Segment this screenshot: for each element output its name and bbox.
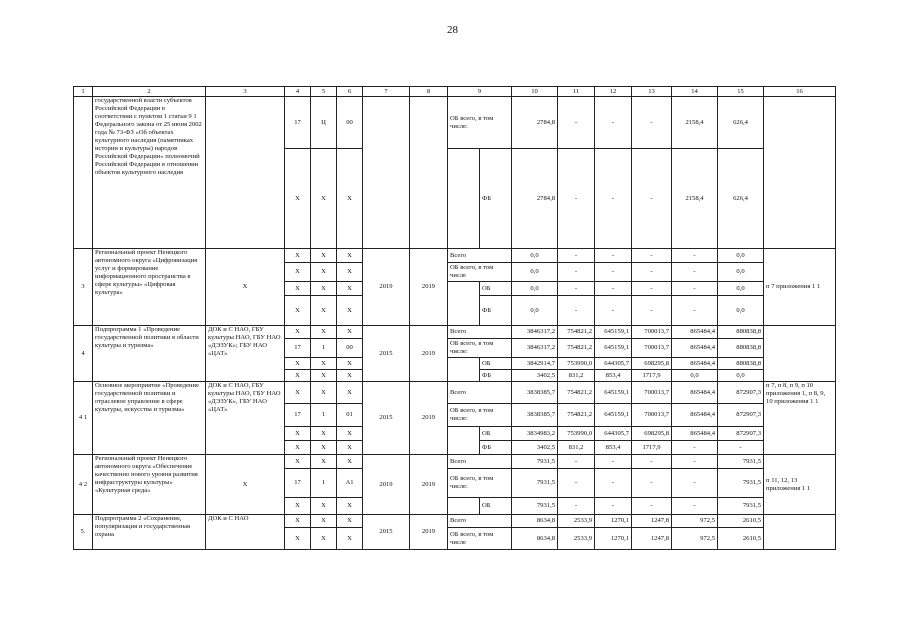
code-cell: X xyxy=(337,441,363,455)
amount-cell: 972,5 xyxy=(672,515,718,528)
code-cell: X xyxy=(311,282,337,296)
source-cell: Всего xyxy=(448,382,512,404)
code-cell: Ц xyxy=(311,97,337,149)
amount-cell: 700013,7 xyxy=(632,404,672,427)
code-cell: X xyxy=(285,382,311,404)
code-cell: X xyxy=(337,296,363,326)
col-header: 9 xyxy=(448,87,512,97)
source-cell: Всего xyxy=(448,455,512,469)
year-start: 2019 xyxy=(363,249,410,326)
measure-name: Региональный проект Ненецкого автономного округа «Цифровизация услуг и формирование информационного пространства в сфере культуры» «Цифровая культура» xyxy=(93,249,206,326)
amount-cell: - xyxy=(672,441,718,455)
amount-cell: - xyxy=(558,249,595,263)
amount-cell: 0,0 xyxy=(718,282,764,296)
amount-cell: - xyxy=(595,149,632,249)
code-cell: X xyxy=(285,282,311,296)
code-cell: X xyxy=(285,370,311,382)
source-cell: ОБ xyxy=(480,498,512,515)
amount-cell: 645159,1 xyxy=(595,404,632,427)
source-indent xyxy=(448,149,480,249)
source-cell: ОБ всего, в том числе: xyxy=(448,339,512,358)
amount-cell: 2784,8 xyxy=(512,149,558,249)
amount-cell: - xyxy=(595,455,632,469)
budget-table xyxy=(73,86,836,550)
code-cell: X xyxy=(285,498,311,515)
amount-cell: 698295,8 xyxy=(632,358,672,370)
amount-cell: 0,0 xyxy=(718,370,764,382)
code-cell: X xyxy=(337,382,363,404)
source-cell: ОБ всего, в том числе xyxy=(448,263,512,282)
code-cell: 1 xyxy=(311,339,337,358)
code-cell: X xyxy=(285,326,311,339)
source-cell: Всего xyxy=(448,249,512,263)
note-cell xyxy=(764,97,836,249)
amount-cell: - xyxy=(672,455,718,469)
year-start: 2015 xyxy=(363,515,410,550)
code-cell: X xyxy=(337,498,363,515)
amount-cell: 7931,5 xyxy=(512,498,558,515)
code-cell: X xyxy=(337,455,363,469)
amount-cell: 7931,5 xyxy=(718,455,764,469)
code-cell: 17 xyxy=(285,404,311,427)
amount-cell: 972,5 xyxy=(672,528,718,550)
source-cell: ОБ всего, в том числе: xyxy=(448,97,512,149)
code-cell: X xyxy=(337,358,363,370)
amount-cell: 644305,7 xyxy=(595,427,632,441)
col-header: 7 xyxy=(363,87,410,97)
amount-cell: 7931,5 xyxy=(512,469,558,498)
note-cell: п 7, п 8, п 9, п 10 приложения 1, п 8, 9, 10 приложения 1 1 xyxy=(764,382,836,455)
code-cell: X xyxy=(311,441,337,455)
code-cell: X xyxy=(311,263,337,282)
amount-cell: - xyxy=(672,469,718,498)
amount-cell: 865484,4 xyxy=(672,427,718,441)
col-header: 5 xyxy=(311,87,337,97)
amount-cell: - xyxy=(632,263,672,282)
table-row xyxy=(74,326,836,339)
amount-cell: - xyxy=(595,498,632,515)
code-cell: X xyxy=(285,528,311,550)
col-header: 4 xyxy=(285,87,311,97)
code-cell: X xyxy=(337,370,363,382)
amount-cell: - xyxy=(672,249,718,263)
table-row xyxy=(74,382,836,404)
note-cell: п 11, 12, 13 приложения 1 1 xyxy=(764,455,836,515)
amount-cell: 2784,8 xyxy=(512,97,558,149)
code-cell: A1 xyxy=(337,469,363,498)
amount-cell: 853,4 xyxy=(595,441,632,455)
amount-cell: 8634,8 xyxy=(512,515,558,528)
amount-cell: 626,4 xyxy=(718,97,764,149)
code-cell: X xyxy=(337,282,363,296)
amount-cell: 7931,5 xyxy=(512,455,558,469)
code-cell: X xyxy=(311,326,337,339)
code-cell: X xyxy=(311,498,337,515)
amount-cell: - xyxy=(558,296,595,326)
amount-cell: 1717,9 xyxy=(632,370,672,382)
measure-name: Основное мероприятие «Проведение государственной политики и отраслевое управление в сфере культуры, искусства и туризма» xyxy=(93,382,206,455)
amount-cell: 831,2 xyxy=(558,370,595,382)
amount-cell: - xyxy=(672,263,718,282)
source-cell: ОБ xyxy=(480,358,512,370)
amount-cell: 880838,8 xyxy=(718,358,764,370)
code-cell: X xyxy=(311,370,337,382)
amount-cell: 865484,4 xyxy=(672,382,718,404)
year-start: 2015 xyxy=(363,326,410,382)
amount-cell: 753990,0 xyxy=(558,358,595,370)
code-cell: X xyxy=(311,149,337,249)
source-indent xyxy=(448,358,480,382)
source-cell: ОБ всего, в том числе: xyxy=(448,469,512,498)
amount-cell: - xyxy=(595,263,632,282)
executor: ДОК и С НАО, ГБУ культуры НАО, ГБУ НАО «ДЭЗУК», ГБУ НАО «ЦАТ» xyxy=(206,382,285,455)
amount-cell: - xyxy=(632,97,672,149)
code-cell: 00 xyxy=(337,339,363,358)
amount-cell: - xyxy=(595,97,632,149)
amount-cell: 2533,9 xyxy=(558,528,595,550)
code-cell: X xyxy=(285,263,311,282)
amount-cell: - xyxy=(558,149,595,249)
col-header: 8 xyxy=(410,87,448,97)
note-cell xyxy=(764,326,836,382)
code-cell: X xyxy=(337,249,363,263)
year-end: 2019 xyxy=(410,249,448,326)
col-header: 1 xyxy=(74,87,93,97)
source-cell: ОБ всего, в том числе: xyxy=(448,404,512,427)
amount-cell: - xyxy=(672,498,718,515)
code-cell: X xyxy=(285,358,311,370)
amount-cell: - xyxy=(595,282,632,296)
source-cell: ФБ xyxy=(480,296,512,326)
year-end xyxy=(410,97,448,249)
code-cell: X xyxy=(311,528,337,550)
amount-cell: 1247,8 xyxy=(632,515,672,528)
amount-cell: - xyxy=(595,296,632,326)
code-cell: X xyxy=(311,249,337,263)
source-cell: ОБ xyxy=(480,427,512,441)
year-start: 2019 xyxy=(363,455,410,515)
measure-name: Региональный проект Ненецкого автономного округа «Обеспечение качественно нового уровня развития инфраструктуры культуры» «Культурная среда» xyxy=(93,455,206,515)
code-cell: 00 xyxy=(337,97,363,149)
note-cell xyxy=(764,515,836,550)
row-number: 3 xyxy=(74,249,93,326)
amount-cell: 853,4 xyxy=(595,370,632,382)
source-indent xyxy=(448,498,480,515)
amount-cell: 865484,4 xyxy=(672,358,718,370)
source-cell: ОБ всего, в том числе xyxy=(448,528,512,550)
code-cell: X xyxy=(311,296,337,326)
amount-cell: 700013,7 xyxy=(632,339,672,358)
col-header: 13 xyxy=(632,87,672,97)
amount-cell: 2158,4 xyxy=(672,97,718,149)
row-number: 5. xyxy=(74,515,93,550)
source-indent xyxy=(448,282,480,326)
amount-cell: 754821,2 xyxy=(558,339,595,358)
amount-cell: - xyxy=(632,282,672,296)
code-cell: X xyxy=(337,263,363,282)
col-header: 12 xyxy=(595,87,632,97)
amount-cell: 644305,7 xyxy=(595,358,632,370)
amount-cell: 754821,2 xyxy=(558,382,595,404)
amount-cell: 0,0 xyxy=(672,370,718,382)
amount-cell: - xyxy=(632,249,672,263)
amount-cell: - xyxy=(558,455,595,469)
amount-cell: 2610,5 xyxy=(718,528,764,550)
measure-name: Подпрограмма 1 «Проведение государственной политики в области культуры и туризма» xyxy=(93,326,206,382)
amount-cell: 3838385,7 xyxy=(512,404,558,427)
year-end: 2019 xyxy=(410,515,448,550)
code-cell: X xyxy=(285,249,311,263)
code-cell: X xyxy=(311,382,337,404)
source-cell: ФБ xyxy=(480,370,512,382)
table-row xyxy=(74,97,836,149)
amount-cell: 8634,8 xyxy=(512,528,558,550)
amount-cell: 2533,9 xyxy=(558,515,595,528)
amount-cell: 7931,5 xyxy=(718,469,764,498)
amount-cell: - xyxy=(595,249,632,263)
header-row xyxy=(74,87,836,97)
code-cell: X xyxy=(285,427,311,441)
row-number: 4 2 xyxy=(74,455,93,515)
amount-cell: - xyxy=(632,149,672,249)
year-end: 2019 xyxy=(410,326,448,382)
amount-cell: 7931,5 xyxy=(718,498,764,515)
source-cell: ОБ xyxy=(480,282,512,296)
amount-cell: 753990,0 xyxy=(558,427,595,441)
measure-name: государственной власти субъектов Российской Федерации в соответствии с пунктом 1 статьи 9 1 Федерального закона от 25 июня 2002 года № 73-ФЗ «Об объектах культурного наследия (памятниках истории и культуры) народов Российской Федерации» полномочий Российской Федерации в отношении объектов культурного наследия xyxy=(93,97,206,249)
amount-cell: 754821,2 xyxy=(558,326,595,339)
amount-cell: - xyxy=(672,282,718,296)
code-cell: X xyxy=(285,149,311,249)
amount-cell: 3842914,7 xyxy=(512,358,558,370)
amount-cell: 3402,5 xyxy=(512,441,558,455)
amount-cell: - xyxy=(632,498,672,515)
amount-cell: 0,0 xyxy=(718,263,764,282)
col-header: 14 xyxy=(672,87,718,97)
code-cell: 17 xyxy=(285,97,311,149)
amount-cell: 3846317,2 xyxy=(512,339,558,358)
row-number: 4 xyxy=(74,326,93,382)
amount-cell: - xyxy=(632,469,672,498)
amount-cell: 0,0 xyxy=(718,249,764,263)
amount-cell: 880838,8 xyxy=(718,339,764,358)
amount-cell: 0,0 xyxy=(512,282,558,296)
amount-cell: 645159,1 xyxy=(595,326,632,339)
amount-cell: 0,0 xyxy=(512,263,558,282)
amount-cell: - xyxy=(632,296,672,326)
table-row xyxy=(74,455,836,469)
amount-cell: 700013,7 xyxy=(632,382,672,404)
amount-cell: - xyxy=(718,441,764,455)
amount-cell: 0,0 xyxy=(718,296,764,326)
col-header: 6 xyxy=(337,87,363,97)
amount-cell: 3846317,2 xyxy=(512,326,558,339)
col-header: 16 xyxy=(764,87,836,97)
amount-cell: 1270,1 xyxy=(595,528,632,550)
row-number: 4 1 xyxy=(74,382,93,455)
code-cell: X xyxy=(311,455,337,469)
amount-cell: 645159,1 xyxy=(595,382,632,404)
amount-cell: 2158,4 xyxy=(672,149,718,249)
amount-cell: 1270,1 xyxy=(595,515,632,528)
code-cell: X xyxy=(337,427,363,441)
col-header: 11 xyxy=(558,87,595,97)
table-row xyxy=(74,249,836,263)
executor: X xyxy=(206,455,285,515)
code-cell: X xyxy=(337,515,363,528)
page-number: 28 xyxy=(447,24,458,36)
col-header: 2 xyxy=(93,87,206,97)
code-cell: 1 xyxy=(311,469,337,498)
amount-cell: 1247,8 xyxy=(632,528,672,550)
amount-cell: 0,0 xyxy=(512,296,558,326)
amount-cell: - xyxy=(595,469,632,498)
measure-name: Подпрограмма 2 «Сохранение, популяризация и государственная охрана xyxy=(93,515,206,550)
amount-cell: - xyxy=(558,469,595,498)
amount-cell: 3402,5 xyxy=(512,370,558,382)
note-cell: п 7 приложения 1 1 xyxy=(764,249,836,326)
amount-cell: 754821,2 xyxy=(558,404,595,427)
amount-cell: - xyxy=(558,97,595,149)
amount-cell: 698295,8 xyxy=(632,427,672,441)
year-start: 2015 xyxy=(363,382,410,455)
code-cell: X xyxy=(311,515,337,528)
code-cell: X xyxy=(285,455,311,469)
source-indent xyxy=(448,427,480,455)
code-cell: X xyxy=(285,441,311,455)
year-end: 2019 xyxy=(410,382,448,455)
amount-cell: 865484,4 xyxy=(672,339,718,358)
source-cell: ФБ xyxy=(480,441,512,455)
executor xyxy=(206,97,285,249)
code-cell: 01 xyxy=(337,404,363,427)
amount-cell: 0,0 xyxy=(512,249,558,263)
amount-cell: - xyxy=(558,263,595,282)
executor: X xyxy=(206,249,285,326)
amount-cell: 2610,5 xyxy=(718,515,764,528)
amount-cell: - xyxy=(558,498,595,515)
year-start xyxy=(363,97,410,249)
amount-cell: 865484,4 xyxy=(672,404,718,427)
amount-cell: 3834983,2 xyxy=(512,427,558,441)
executor: ДОК и С НАО xyxy=(206,515,285,550)
code-cell: X xyxy=(337,149,363,249)
col-header: 10 xyxy=(512,87,558,97)
col-header: 3 xyxy=(206,87,285,97)
code-cell: X xyxy=(285,296,311,326)
code-cell: X xyxy=(311,358,337,370)
source-cell: ФБ xyxy=(480,149,512,249)
amount-cell: 645159,1 xyxy=(595,339,632,358)
executor: ДОК и С НАО, ГБУ культуры НАО, ГБУ НАО «ДЭЗУК»; ГБУ НАО «ЦАТ» xyxy=(206,326,285,382)
code-cell: X xyxy=(337,326,363,339)
code-cell: 17 xyxy=(285,469,311,498)
code-cell: 1 xyxy=(311,404,337,427)
amount-cell: 872907,3 xyxy=(718,404,764,427)
amount-cell: 880838,8 xyxy=(718,326,764,339)
amount-cell: 872907,3 xyxy=(718,382,764,404)
amount-cell: 872907,3 xyxy=(718,427,764,441)
amount-cell: - xyxy=(672,296,718,326)
amount-cell: 3838385,7 xyxy=(512,382,558,404)
year-end: 2019 xyxy=(410,455,448,515)
amount-cell: 1717,9 xyxy=(632,441,672,455)
table-row xyxy=(74,515,836,528)
col-header: 15 xyxy=(718,87,764,97)
code-cell: X xyxy=(311,427,337,441)
source-cell: Всего xyxy=(448,515,512,528)
code-cell: 17 xyxy=(285,339,311,358)
amount-cell: - xyxy=(632,455,672,469)
amount-cell: 626,4 xyxy=(718,149,764,249)
code-cell: X xyxy=(285,515,311,528)
amount-cell: - xyxy=(558,282,595,296)
amount-cell: 700013,7 xyxy=(632,326,672,339)
code-cell: X xyxy=(337,528,363,550)
row-number xyxy=(74,97,93,249)
amount-cell: 865484,4 xyxy=(672,326,718,339)
amount-cell: 831,2 xyxy=(558,441,595,455)
source-cell: Всего xyxy=(448,326,512,339)
